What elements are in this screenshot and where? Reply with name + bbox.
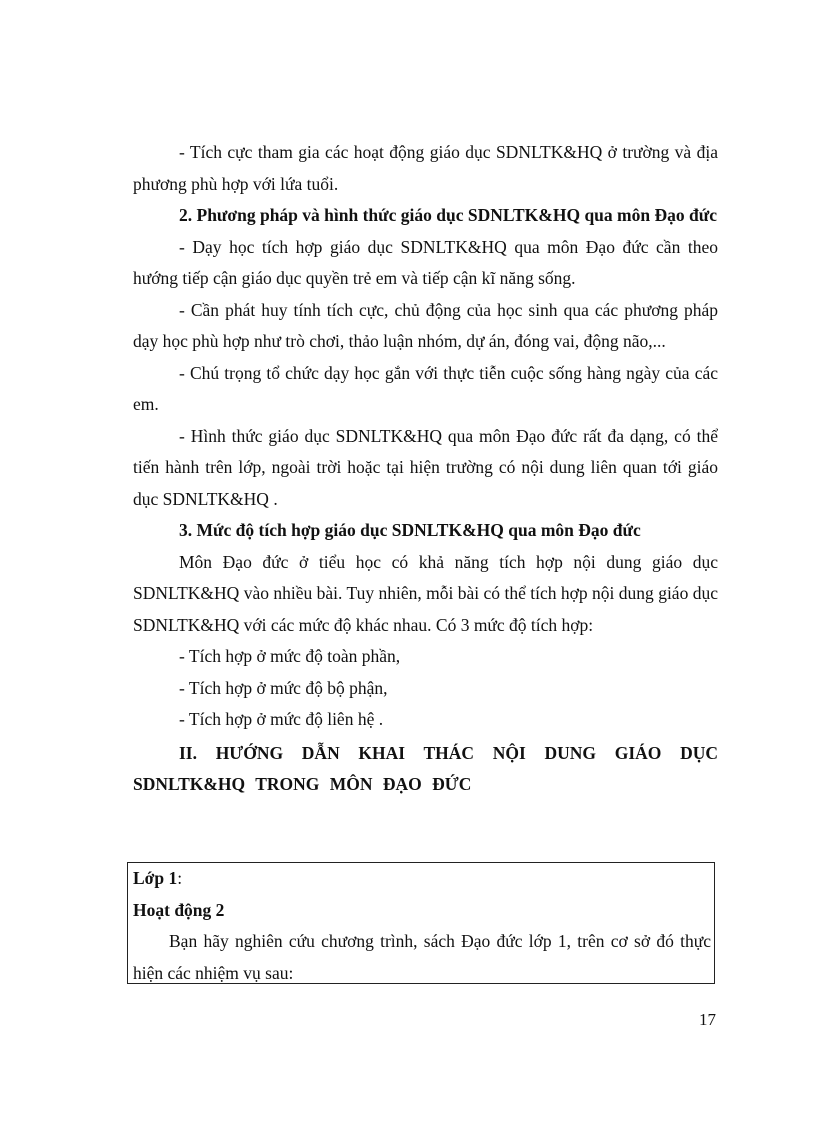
activity-title: Hoạt động 2 <box>133 899 225 920</box>
list-item-full: - Tích hợp ở mức độ toàn phần, <box>179 646 401 666</box>
class-colon: : <box>177 868 183 888</box>
paragraph-integration-levels: Môn Đạo đức ở tiểu học có khả năng tích hợp nội dung giáo dục SDNLTK&HQ vào nhiều bài. Tuy nhiên, mỗi bài có thể tích hợp nội dung giáo dục SDNLTK&HQ với các mức độ khác nhau. Có 3 mức độ tích hợp: <box>133 551 718 635</box>
list-item-partial: - Tích hợp ở mức độ bộ phận, <box>179 677 388 698</box>
paragraph-participation: - Tích cực tham gia các hoạt động giáo dục SDNLTK&HQ ở trường và địa phương phù hợp với lứa tuổi. <box>133 142 718 194</box>
section-heading-3: 3. Mức độ tích hợp giáo dục SDNLTK&HQ qua môn Đạo đức <box>179 520 641 540</box>
paragraph-daily-life: - Chú trọng tổ chức dạy học gắn với thực tiễn cuộc sống hàng ngày của các em. <box>133 362 718 414</box>
section-heading-ii: II. HƯỚNG DẪN KHAI THÁC NỘI DUNG GIÁO DỤC SDNLTK&HQ TRONG MÔN ĐẠO ĐỨC <box>133 742 718 794</box>
paragraph-forms: - Hình thức giáo dục SDNLTK&HQ qua môn Đạo đức rất đa dạng, có thể tiến hành trên lớp, ngoài trời hoặc tại hiện trường có nội dung liên quan tới giáo dục SDNLTK&HQ . <box>133 425 718 509</box>
list-item-related: - Tích hợp ở mức độ liên hệ . <box>179 709 384 729</box>
activity-text: Bạn hãy nghiên cứu chương trình, sách Đạo đức lớp 1, trên cơ sở đó thực hiện các nhiệm vụ sau: <box>133 931 711 983</box>
page-content <box>133 137 718 801</box>
page-number: 17 <box>699 1010 716 1029</box>
class-label: Lớp 1 <box>133 868 178 888</box>
paragraph-integrated-teaching: - Dạy học tích hợp giáo dục SDNLTK&HQ qua môn Đạo đức cần theo hướng tiếp cận giáo dục quyền trẻ em và tiếp cận kĩ năng sống. <box>133 236 718 288</box>
activity-box <box>127 862 715 984</box>
class-line <box>133 863 711 895</box>
section-heading-2: 2. Phương pháp và hình thức giáo dục SDNLTK&HQ qua môn Đạo đức <box>179 205 717 225</box>
paragraph-active-methods: - Cần phát huy tính tích cực, chủ động của học sinh qua các phương pháp dạy học phù hợp như trò chơi, thảo luận nhóm, dự án, đóng vai, động não,... <box>133 299 718 351</box>
